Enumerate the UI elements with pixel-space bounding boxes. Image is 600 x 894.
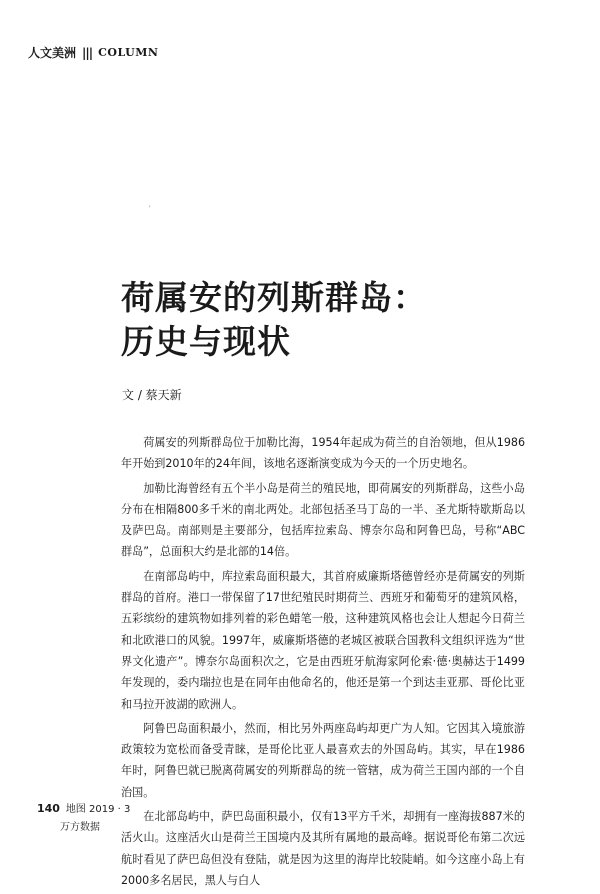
section-label: 人文美洲	[28, 46, 77, 60]
paragraph: 荷属安的列斯群岛位于加勒比海，1954年起成为荷兰的自治领地，但从1986年开始到2010年的24年间，该地名逐渐演变成为今天的一个历史地名。	[121, 436, 525, 471]
article-body	[121, 432, 525, 894]
paragraph: 阿鲁巴岛面积最小，然而，相比另外两座岛屿却更广为人知。它因其入境旅游政策较为宽松而备受青睐，是哥伦比亚人最喜欢去的外国岛屿。其实，早在1986年时，阿鲁巴就已脱离荷属安的列斯群岛的统一管辖，成为荷兰王国内部的一个自治国。	[121, 721, 525, 799]
paragraph: 加勒比海曾经有五个半小岛是荷兰的殖民地，即荷属安的列斯群岛，这些小岛分布在相隔800多千米的南北两处。北部包括圣马丁岛的一半、圣尤斯特歇斯岛以及萨巴岛。南部则是主要部分，包括库拉索岛、博奈尔岛和阿鲁巴岛，号称“ABC群岛”，总面积大约是北部的14倍。	[121, 481, 525, 559]
article-title	[121, 276, 427, 364]
page-number: 140	[37, 802, 60, 815]
paragraph: 在北部岛屿中，萨巴岛面积最小，仅有13平方千米，却拥有一座海拔887米的活火山。这座活火山是荷兰王国境内及其所有属地的最高峰。据说哥伦布第二次远航时看见了萨巴岛但没有登陆，就是因为这里的海岸比较陡峭。如今这座小岛上有2000多名居民，黑人与白人	[121, 810, 525, 887]
watermark: 万方数据	[60, 822, 100, 833]
page-footer	[37, 800, 130, 815]
running-header	[28, 44, 158, 61]
title-line-1: 荷属安的列斯群岛：	[121, 278, 427, 317]
magazine-issue: 地图 2019 · 3	[65, 804, 131, 815]
column-label: COLUMN	[98, 46, 159, 59]
title-line-2: 历史与现状	[121, 322, 291, 361]
author-byline: 文 / 蔡天新	[122, 388, 182, 402]
paragraph: 在南部岛屿中，库拉索岛面积最大，其首府威廉斯塔德曾经亦是荷属安的列斯群岛的首府。港口一带保留了17世纪殖民时期荷兰、西班牙和葡萄牙的建筑风格，五彩缤纷的建筑物如排列着的彩色蜡笔一般，这种建筑风格也会让人想起今日荷兰和北欧港口的风貌。1997年，威廉斯塔德的老城区被联合国教科文组织评选为“世界文化遗产”。博奈尔岛面积次之，它是由西班牙航海家阿伦索·德·奥赫达于1499年发现的，委内瑞拉也是在同年由他命名的，他还是第一个到达圭亚那、哥伦比亚和马拉开波湖的欧洲人。	[121, 569, 525, 711]
stray-mark: '	[149, 205, 151, 212]
header-separator: |||	[82, 45, 93, 60]
